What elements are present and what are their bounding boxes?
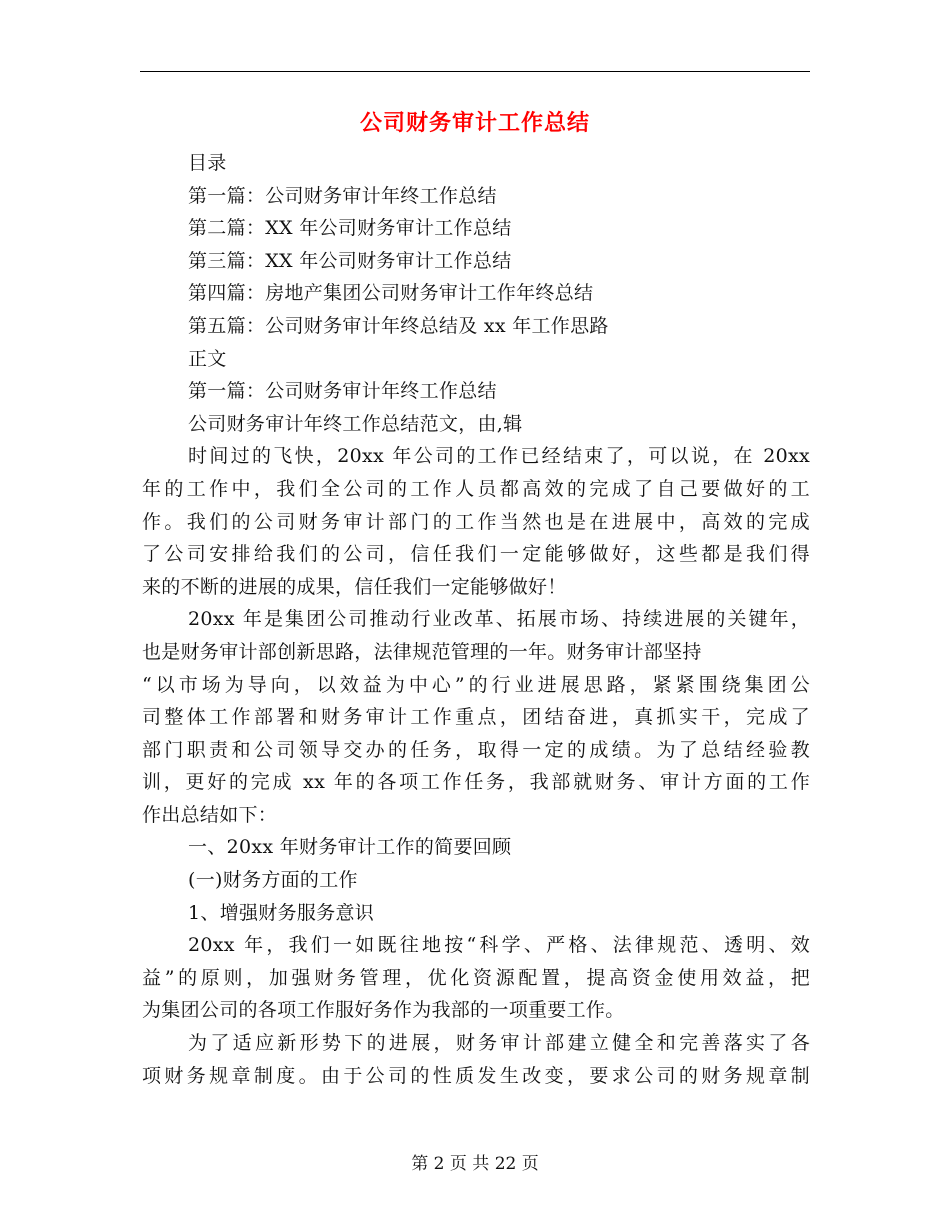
text-line: 项财务规章制度。由于公司的性质发生改变，要求公司的财务规章制: [142, 1064, 810, 1087]
text-line: 公司财务审计年终工作总结范文，由,辑: [188, 412, 523, 435]
text-line: 训，更好的完成 xx 年的各项工作任务，我部就财务、审计方面的工作: [142, 771, 810, 794]
header-rule: [140, 71, 810, 72]
text-line: 第三篇：XX 年公司财务审计工作总结: [188, 249, 512, 272]
text-line: 一、20xx 年财务审计工作的简要回顾: [188, 836, 512, 859]
text-line: 正文: [188, 347, 227, 370]
text-line: 20xx 年是集团公司推动行业改革、拓展市场、持续进展的关键年，: [188, 608, 810, 631]
text-line: 第五篇：公司财务审计年终总结及 xx 年工作思路: [188, 314, 609, 337]
text-line: 第一篇：公司财务审计年终工作总结: [188, 380, 497, 403]
text-line: 了公司安排给我们的公司，信任我们一定能够做好，这些都是我们得: [142, 543, 810, 566]
text-line: 第四篇：房地产集团公司财务审计工作年终总结: [188, 282, 594, 305]
text-line: 益”的原则，加强财务管理，优化资源配置，提高资金使用效益，把: [142, 966, 810, 989]
text-line: “以市场为导向，以效益为中心”的行业进展思路，紧紧围绕集团公: [142, 673, 810, 696]
text-line: 1、增强财务服务意识: [188, 901, 375, 924]
text-line: 第二篇：XX 年公司财务审计工作总结: [188, 217, 512, 240]
text-line: 第一篇：公司财务审计年终工作总结: [188, 184, 497, 207]
text-line: 20xx 年，我们一如既往地按“科学、严格、法律规范、透明、效: [188, 934, 810, 957]
text-line: 部门职责和公司领导交办的任务，取得一定的成绩。为了总结经验教: [142, 738, 810, 761]
text-line: 时间过的飞快，20xx 年公司的工作已经结束了，可以说，在 20xx: [188, 445, 810, 468]
text-line: 年的工作中，我们全公司的工作人员都高效的完成了自己要做好的工: [142, 477, 810, 500]
text-line: 司整体工作部署和财务审计工作重点，团结奋进，真抓实干，完成了: [142, 706, 810, 729]
text-line: 也是财务审计部创新思路，法律规范管理的一年。财务审计部坚持: [142, 640, 702, 663]
text-line: 为了适应新形势下的进展，财务审计部建立健全和完善落实了各: [188, 1032, 810, 1055]
text-line: 来的不断的进展的成果，信任我们一定能够做好！: [142, 575, 567, 598]
text-line: 作。我们的公司财务审计部门的工作当然也是在进展中，高效的完成: [142, 510, 810, 533]
text-line: (一)财务方面的工作: [188, 869, 358, 892]
page-footer: 第 2 页 共 22 页: [411, 1154, 539, 1174]
text-line: 作出总结如下：: [142, 803, 278, 826]
document-title: 公司财务审计工作总结: [359, 111, 590, 136]
document-body: [142, 147, 810, 1092]
text-line: 为集团公司的各项工作服好务作为我部的一项重要工作。: [142, 999, 625, 1022]
text-line: 目录: [188, 152, 227, 174]
